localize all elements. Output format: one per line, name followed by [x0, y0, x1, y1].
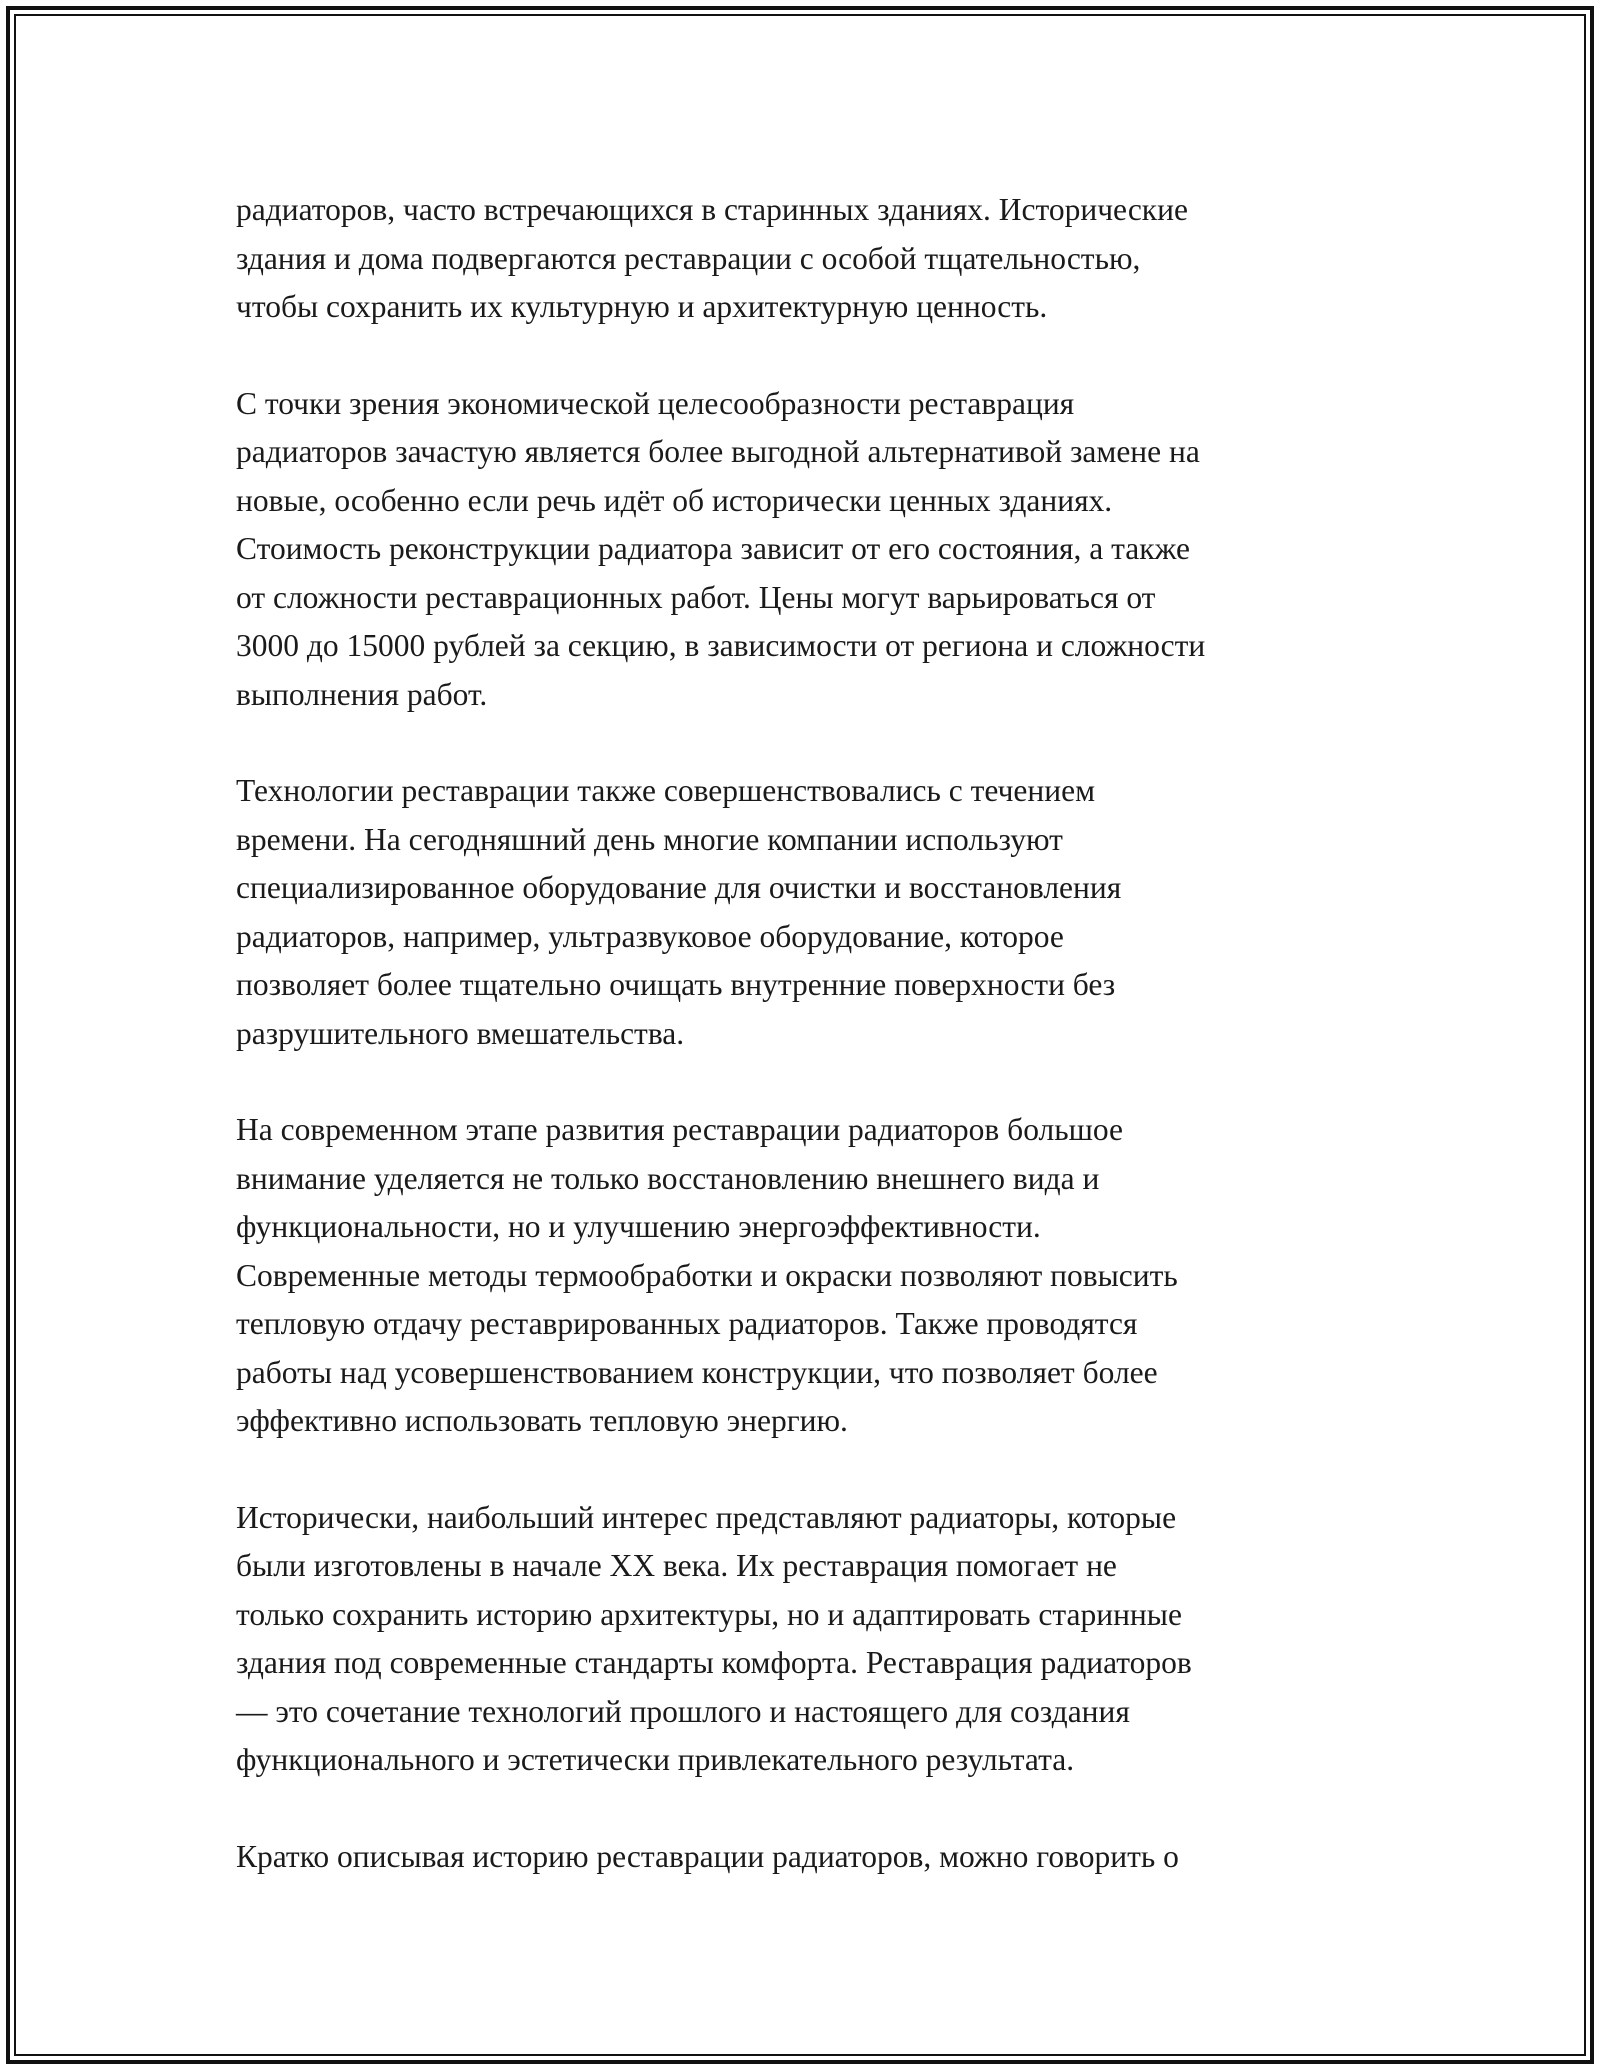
text-line: позволяет более тщательно очищать внутренние поверхности без — [236, 967, 1116, 1002]
paragraph-5 — [236, 1494, 1396, 1785]
text-line: эффективно использовать тепловую энергию. — [236, 1403, 848, 1438]
text-line: разрушительного вмешательства. — [236, 1015, 685, 1051]
text-line: только сохранить историю архитектуры, но и адаптировать старинные — [236, 1596, 1182, 1632]
paragraph-3 — [236, 767, 1396, 1058]
text-line: от сложности реставрационных работ. Цены могут варьироваться от — [236, 579, 1156, 615]
text-line: времени. На сегодняшний день многие компании используют — [236, 821, 1063, 857]
text-line: тепловую отдачу реставрированных радиаторов. Также проводятся — [236, 1306, 1138, 1341]
paragraph-4 — [236, 1106, 1396, 1446]
text-line: выполнения работ. — [236, 676, 488, 712]
text-line: функциональности, но и улучшению энергоэффективности. — [236, 1209, 1041, 1244]
paragraph-1 — [236, 186, 1396, 332]
text-line: Современные методы термообработки и окраски позволяют повысить — [236, 1257, 1178, 1293]
text-line: На современном этапе развития реставрации радиаторов большое — [236, 1112, 1123, 1147]
text-line: внимание уделяется не только восстановлению внешнего вида и — [236, 1160, 1100, 1196]
text-line: Исторически, наибольший интерес представляют радиаторы, которые — [236, 1499, 1177, 1535]
text-line: Кратко описывая историю реставрации радиаторов, можно говорить о — [236, 1838, 1179, 1874]
paragraph-2 — [236, 380, 1396, 720]
text-line: чтобы сохранить их культурную и архитектурную ценность. — [236, 289, 1048, 324]
text-line: здания и дома подвергаются реставрации с особой тщательностью, — [236, 240, 1141, 276]
text-line: функционального и эстетически привлекательного результата. — [236, 1742, 1075, 1777]
text-line: здания под современные стандарты комфорта. Реставрация радиаторов — [236, 1645, 1192, 1680]
text-line: радиаторов, например, ультразвуковое оборудование, которое — [236, 918, 1064, 954]
text-line: 3000 до 15000 рублей за секцию, в зависимости от региона и сложности — [236, 628, 1206, 663]
text-line: радиаторов зачастую является более выгодной альтернативой замене на — [236, 434, 1200, 469]
text-line: радиаторов, часто встречающихся в старинных зданиях. Исторические — [236, 192, 1188, 227]
paragraph-6 — [236, 1833, 1396, 1882]
text-line: работы над усовершенствованием конструкции, что позволяет более — [236, 1354, 1158, 1390]
text-line: специализированное оборудование для очистки и восстановления — [236, 870, 1122, 905]
text-line: — это сочетание технологий прошлого и настоящего для создания — [236, 1693, 1130, 1729]
text-line: были изготовлены в начале XX века. Их реставрация помогает не — [236, 1548, 1117, 1583]
text-line: новые, особенно если речь идёт об исторически ценных зданиях. — [236, 482, 1113, 518]
text-line: Стоимость реконструкции радиатора зависит от его состояния, а также — [236, 531, 1190, 566]
text-line: С точки зрения экономической целесообразности реставрация — [236, 385, 1075, 421]
document-body — [236, 186, 1396, 1929]
text-line: Технологии реставрации также совершенствовались с течением — [236, 773, 1096, 808]
